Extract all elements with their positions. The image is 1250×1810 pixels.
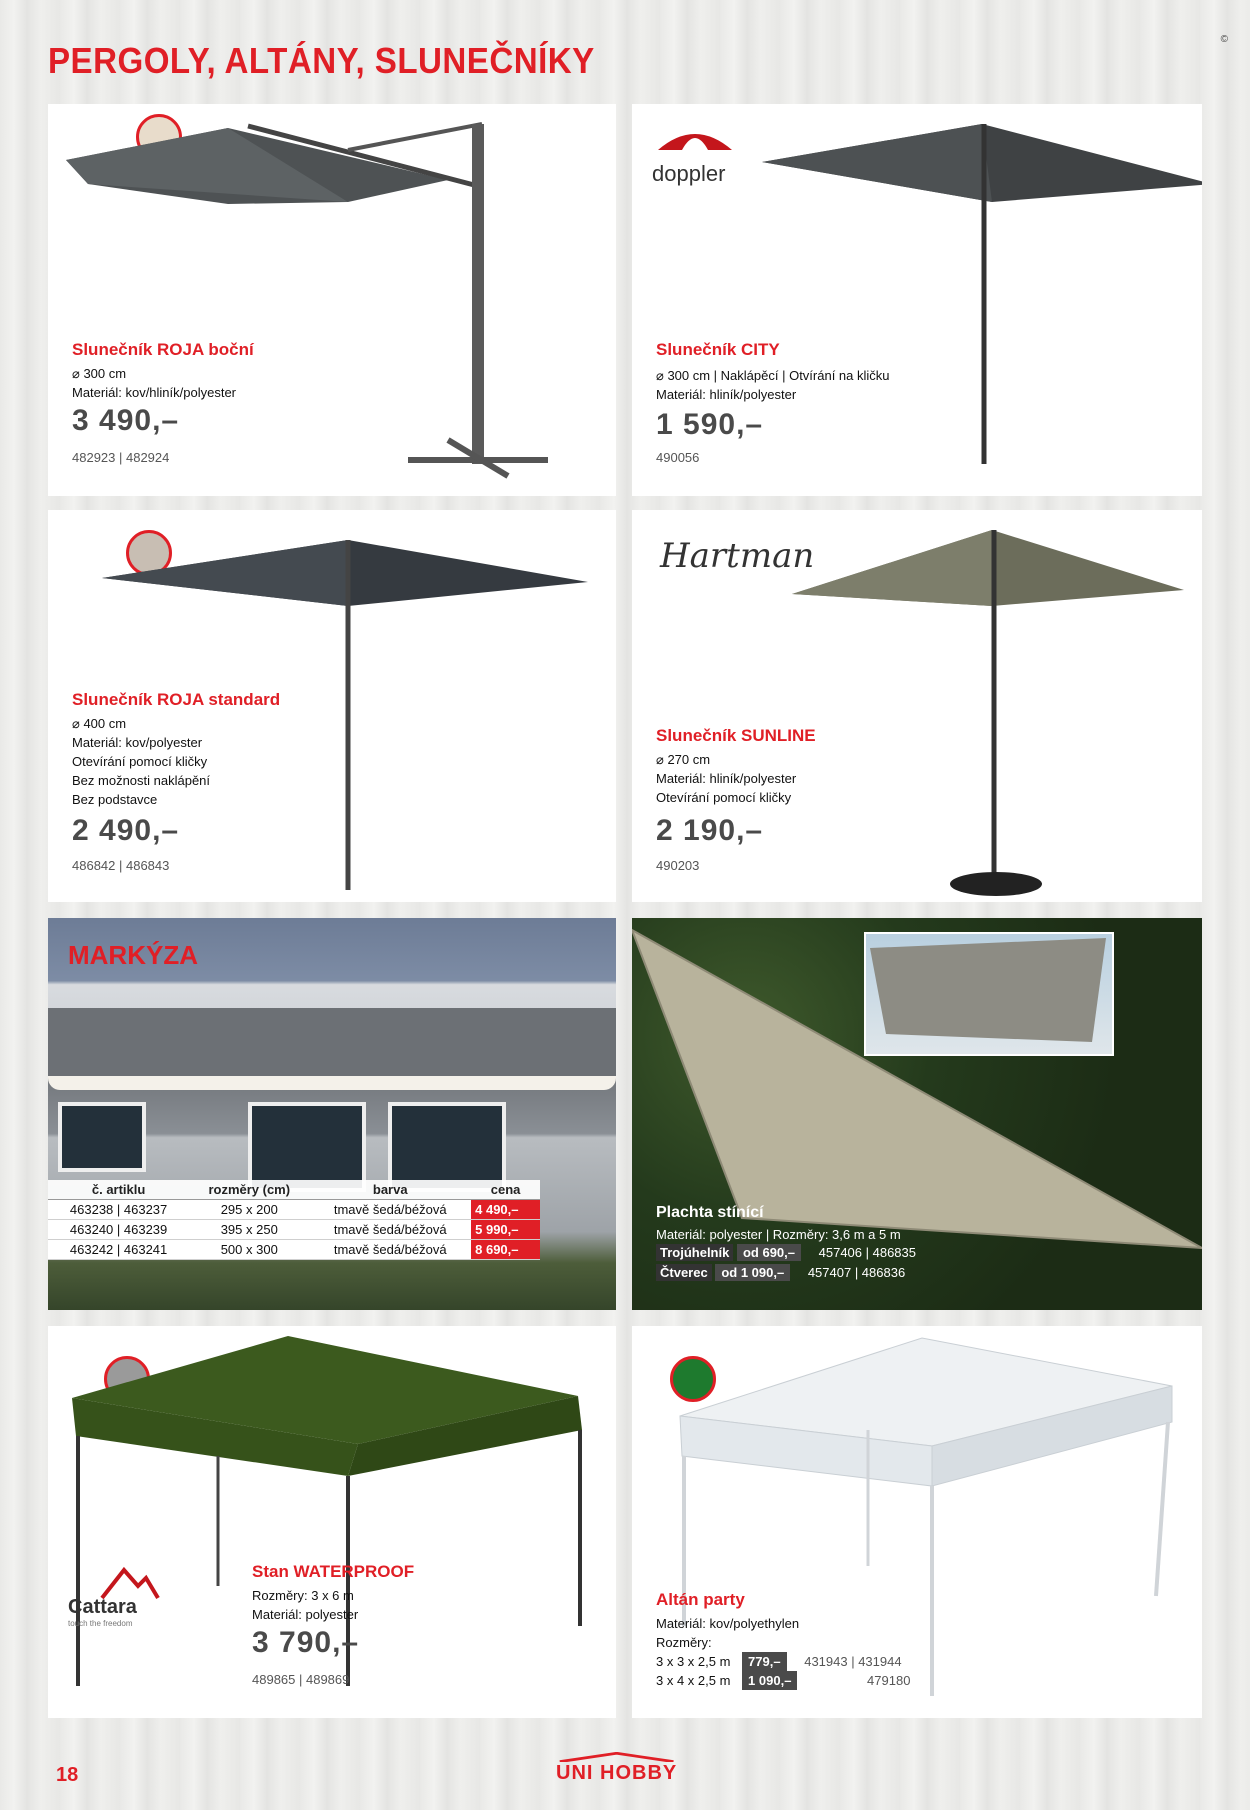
window-image (388, 1102, 506, 1192)
table-cell: 463240 | 463239 (48, 1220, 189, 1240)
doppler-wordmark: doppler (652, 161, 726, 186)
product-price: 1 590,– (656, 408, 764, 441)
page-title: PERGOLY, ALTÁNY, SLUNEČNÍKY (48, 40, 595, 81)
table-cell: tmavě šedá/béžová (309, 1200, 471, 1220)
product-price: 3 490,– (72, 404, 180, 437)
spec-line: Materiál: hliník/polyester (656, 387, 797, 402)
variant-price: od 690,– (737, 1244, 801, 1261)
table-cell: 500 x 300 (189, 1240, 309, 1260)
product-stan (48, 1326, 616, 1718)
table-row (48, 1220, 540, 1240)
product-title: Slunečník ROJA standard (72, 690, 281, 709)
product-title: Slunečník ROJA boční (72, 340, 254, 359)
unihobby-logo (556, 1762, 677, 1785)
spec-line: Materiál: kov/hliník/polyester (72, 385, 237, 400)
price-cell: 8 690,– (471, 1240, 540, 1260)
spec-line: Rozměry: (656, 1635, 712, 1650)
variant-row (656, 1652, 910, 1671)
variant-size: 3 x 3 x 2,5 m (656, 1654, 731, 1669)
awning-fabric (48, 1008, 616, 1076)
spec-line: ⌀ 300 cm | Naklápěcí | Otvírání na kličku (656, 368, 890, 383)
window-image (58, 1102, 146, 1172)
spec-line: Rozměry: 3 x 6 m (252, 1588, 354, 1603)
variant-size: 3 x 4 x 2,5 m (656, 1673, 731, 1688)
table-header: cena (471, 1180, 540, 1200)
spec-line: Otevírání pomocí kličky (72, 754, 208, 769)
spec-line: Materiál: polyester (252, 1607, 359, 1622)
variant-row (656, 1244, 916, 1261)
spec-line: ⌀ 300 cm (72, 366, 127, 381)
product-roja-standard (48, 510, 616, 902)
product-plachta (632, 918, 1202, 1310)
table-cell: 395 x 250 (189, 1220, 309, 1240)
product-price: 2 190,– (656, 814, 764, 847)
spec-line: ⌀ 400 cm (72, 716, 127, 731)
price-cell: 5 990,– (471, 1220, 540, 1240)
product-title: Slunečník SUNLINE (656, 726, 816, 745)
product-specs (656, 1614, 910, 1690)
variant-label: Trojúhelník (656, 1244, 733, 1261)
table-row (48, 1200, 540, 1220)
table-header: barva (309, 1180, 471, 1200)
page-number: 18 (56, 1764, 79, 1786)
variant-codes: 457406 | 486835 (818, 1245, 916, 1260)
house-roof-icon (556, 1752, 677, 1762)
table-cell: 295 x 200 (189, 1200, 309, 1220)
spec-line: Materiál: kov/polyethylen (656, 1616, 800, 1631)
product-altan (632, 1326, 1202, 1718)
variant-price: 1 090,– (742, 1671, 797, 1690)
table-cell: 463238 | 463237 (48, 1200, 189, 1220)
window-image (248, 1102, 366, 1192)
table-row (48, 1240, 540, 1260)
product-price: 2 490,– (72, 814, 180, 847)
table-header: rozměry (cm) (189, 1180, 309, 1200)
product-spec: Materiál: polyester | Rozměry: 3,6 m a 5 m (656, 1227, 901, 1242)
product-title: MARKÝZA (68, 940, 198, 970)
price-table (48, 1180, 540, 1260)
corner-mark: © (1220, 34, 1228, 45)
cattara-tagline: touch the freedom (68, 1619, 133, 1628)
product-roja-bocni (48, 104, 616, 496)
product-sunline (632, 510, 1202, 902)
product-title: Slunečník CITY (656, 340, 780, 359)
table-cell: tmavě šedá/béžová (309, 1220, 471, 1240)
square-sail-icon (866, 934, 1112, 1054)
table-cell: 463242 | 463241 (48, 1240, 189, 1260)
product-city (632, 104, 1202, 496)
spec-line: Materiál: hliník/polyester (656, 771, 797, 786)
variant-row (656, 1671, 910, 1690)
variant-codes: 457407 | 486836 (807, 1265, 906, 1280)
table-cell: tmavě šedá/béžová (309, 1240, 471, 1260)
product-specs (252, 1586, 358, 1624)
hartman-logo: Hartman (660, 536, 815, 576)
product-codes: 490203 (656, 858, 700, 873)
product-codes: 490056 (656, 450, 700, 465)
product-price: 3 790,– (252, 1626, 360, 1659)
product-codes: 482923 | 482924 (72, 450, 170, 465)
variant-price: od 1 090,– (715, 1264, 790, 1281)
price-cell: 4 490,– (471, 1200, 540, 1220)
product-specs (656, 366, 890, 404)
product-title: Stan WATERPROOF (252, 1562, 415, 1581)
cattara-logo (68, 1596, 137, 1628)
product-codes: 486842 | 486843 (72, 858, 170, 873)
product-codes: 489865 | 489869 (252, 1672, 350, 1687)
spec-line: ⌀ 270 cm (656, 752, 711, 767)
spec-line: Otevírání pomocí kličky (656, 790, 792, 805)
awning-valance (48, 1076, 616, 1090)
cattara-wordmark: Cattara (68, 1596, 137, 1618)
mountain-icon (100, 1566, 160, 1600)
variant-codes: 431943 | 431944 (804, 1654, 902, 1669)
product-specs (72, 364, 236, 402)
variant-label: Čtverec (656, 1264, 712, 1281)
product-specs (656, 750, 796, 807)
variant-row (656, 1264, 905, 1281)
table-header-row (48, 1180, 540, 1200)
variant-codes: 479180 (867, 1673, 911, 1688)
product-specs (72, 714, 210, 809)
spec-line: Materiál: kov/polyester (72, 735, 203, 750)
variant-price: 779,– (742, 1652, 787, 1671)
square-sail-inset-image (864, 932, 1114, 1056)
spec-line: Bez možnosti naklápění (72, 773, 211, 788)
unihobby-wordmark: UNI HOBBY (556, 1762, 678, 1784)
table-header: č. artiklu (48, 1180, 189, 1200)
product-title: Altán party (656, 1590, 745, 1609)
product-title: Plachta stínící (656, 1204, 764, 1221)
product-markyza (48, 918, 616, 1310)
spec-line: Bez podstavce (72, 792, 158, 807)
